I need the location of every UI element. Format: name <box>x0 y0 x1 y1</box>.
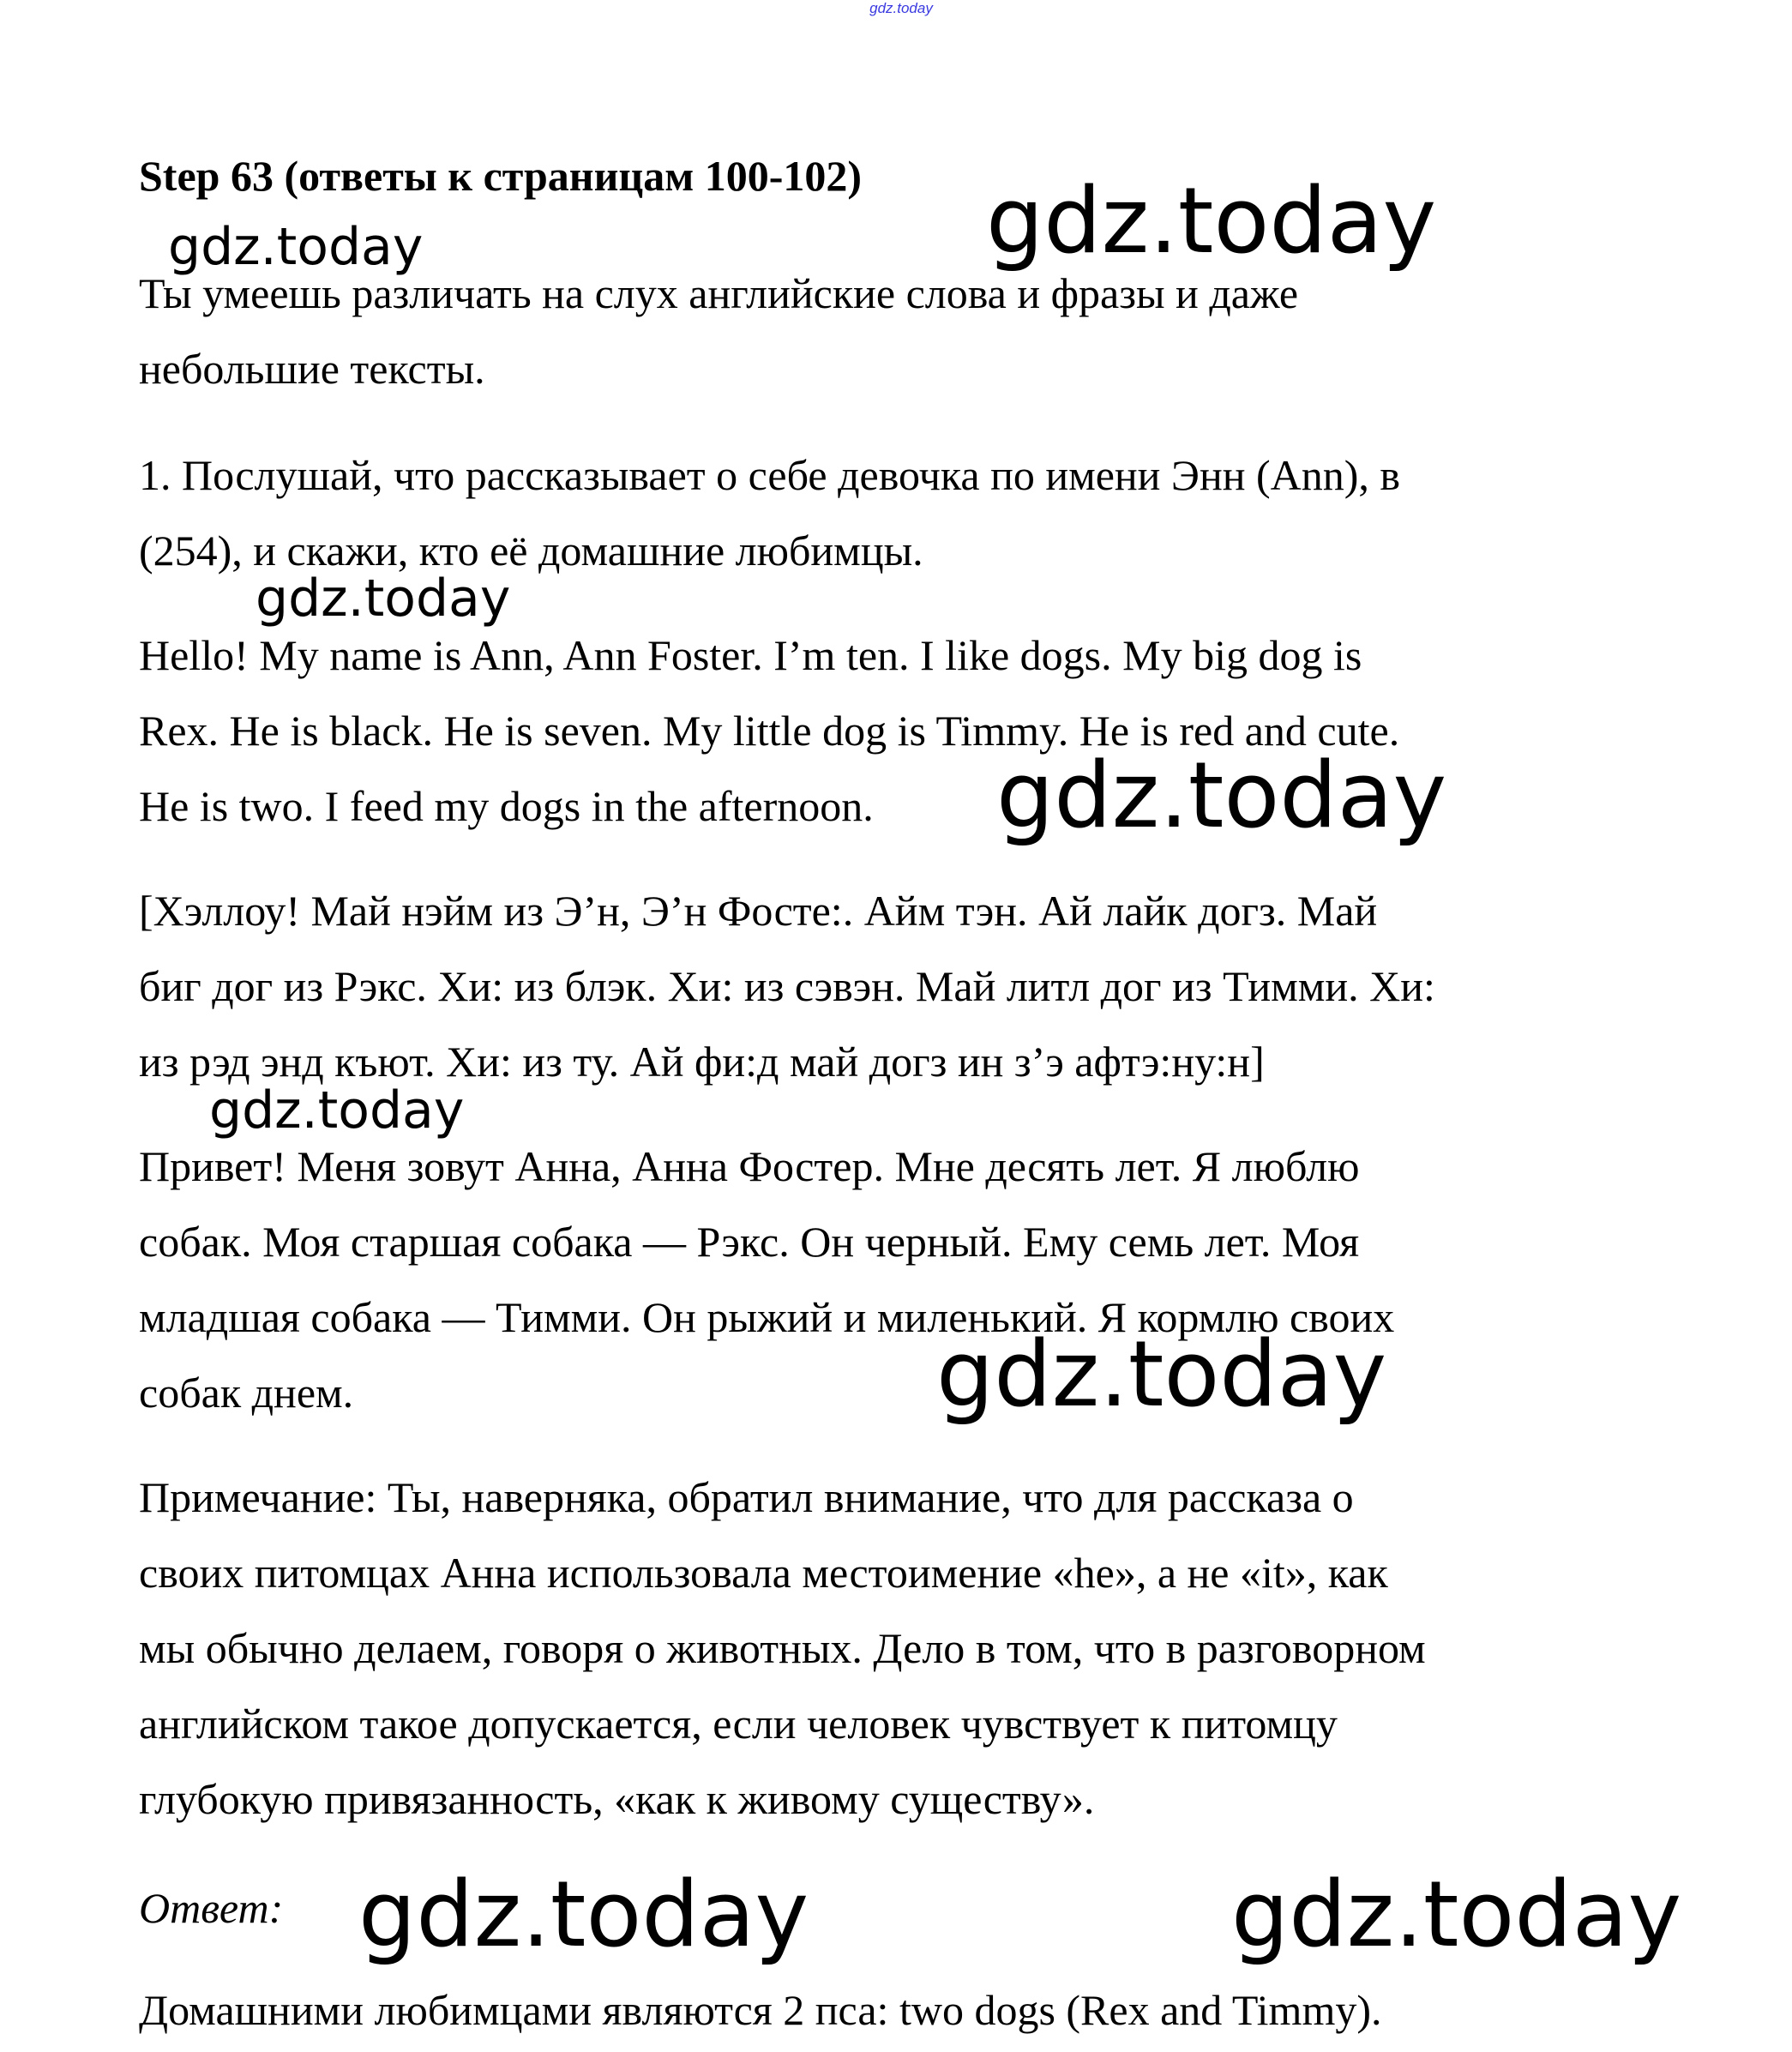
note-paragraph: Примечание: Ты, наверняка, обратил внимание, что для рассказа о своих питомцах Анна использовала местоимение «he», а не «it», как мы обычно делаем, говоря о животных. Дело в том, что в разговорном английском такое допускается, если человек чувствует к питомцу глубокую привязанность, «как к живому существу». <box>139 1473 1426 1823</box>
intro-paragraph: Ты умеешь различать на слух английские слова и фразы и даже небольшие тексты. <box>139 269 1299 393</box>
watermark: gdz.today <box>209 1080 465 1140</box>
watermark: gdz.today <box>986 168 1437 274</box>
translation-paragraph: Привет! Меня зовут Анна, Анна Фостер. Мне десять лет. Я люблю собак. Моя старшая собака — Рэкс. Он черный. Ему семь лет. Моя младшая собака — Тимми. Он рыжий и миленький. Я кормлю своих собак днем. <box>139 1142 1395 1417</box>
answer-label: Ответ: <box>139 1884 284 1932</box>
english-text-paragraph: Hello! My name is Ann, Ann Foster. I’m ten. I like dogs. My big dog is Rex. He is black. He is seven. My little dog is Timmy. He is red and cute. He is two. I feed my dogs in the afternoon. <box>139 631 1400 830</box>
watermark: gdz.today <box>256 569 511 629</box>
page-title: Step 63 (ответы к страницам 100-102) <box>139 152 863 200</box>
transcription-paragraph: [Хэллоу! Май нэйм из Э’н, Э’н Фосте:. Айм тэн. Ай лайк догз. Май биг дог из Рэкс. Хи: из блэк. Хи: из сэвэн. Май литл дог из Тимми. Хи: из рэд энд къют. Хи: из ту. Ай фи:д май догз ин з’э афтэ:ну:н] <box>139 887 1435 1086</box>
watermark: gdz.today <box>168 217 424 277</box>
top-watermark: gdz.today <box>869 0 933 16</box>
answer-text: Домашними любимцами являются 2 пса: two dogs (Rex and Timmy). <box>139 1986 1382 2034</box>
watermark: gdz.today <box>1231 1862 1682 1967</box>
watermark: gdz.today <box>358 1862 809 1967</box>
watermark: gdz.today <box>996 743 1447 848</box>
watermark: gdz.today <box>936 1321 1387 1427</box>
task-paragraph: 1. Послушай, что рассказывает о себе девочка по имени Энн (Ann), в (254), и скажи, кто её домашние любимцы. <box>139 451 1400 575</box>
